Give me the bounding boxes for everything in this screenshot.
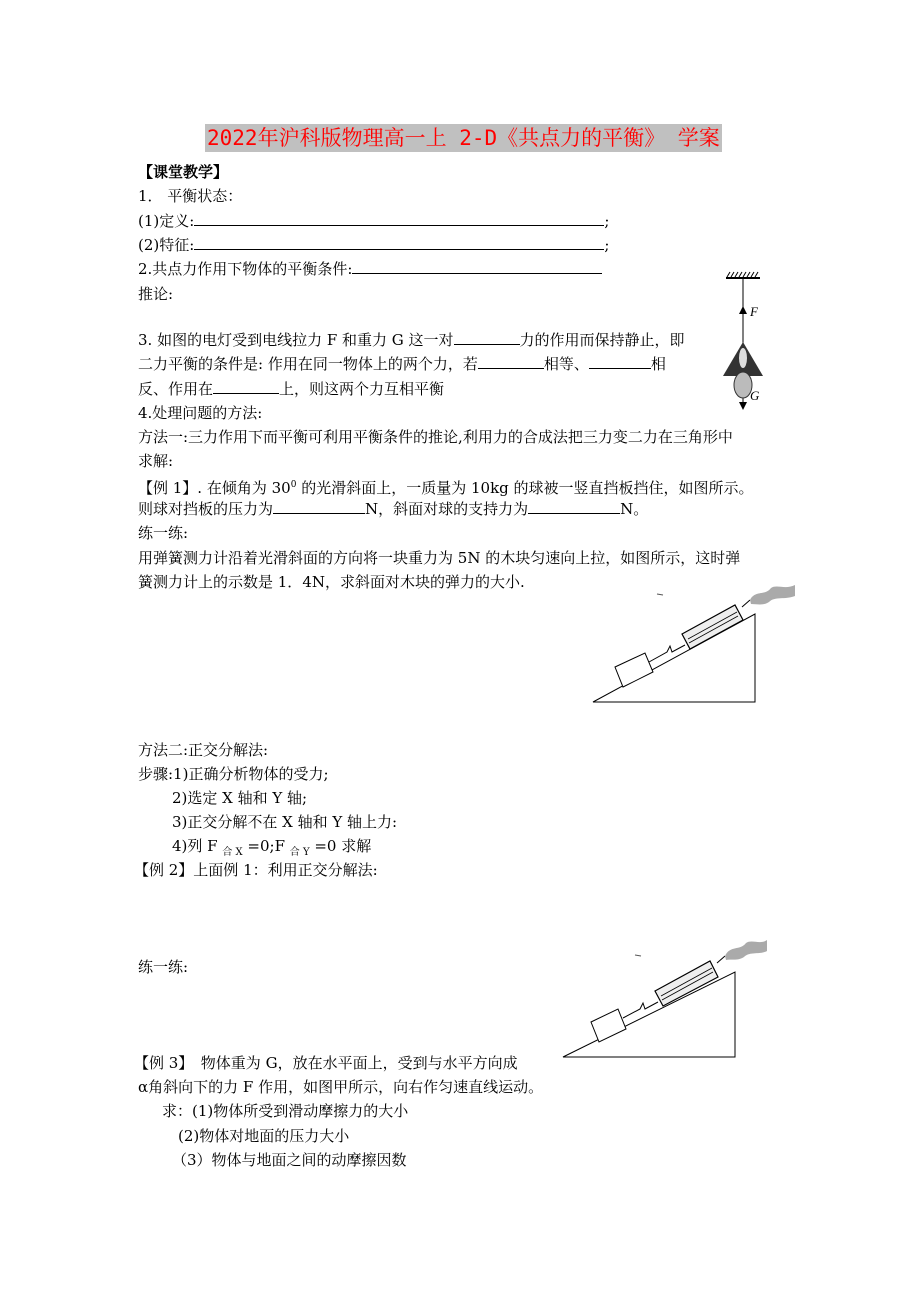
- ceiling-icon: [726, 272, 760, 278]
- example-3-line-2: α角斜向下的力 F 作用，如图甲所示，向右作匀速直线运动。: [138, 1078, 544, 1096]
- ex1-text-post: 的光滑斜面上，一质量为 10kg 的球被一竖直挡板挡住，如图所示。: [296, 479, 754, 497]
- arrow-down-icon: [739, 402, 747, 410]
- ex1-b-end: N。: [620, 500, 649, 518]
- q3-text-f: 反、作用在: [138, 380, 214, 398]
- question-1: 1． 平衡状态：: [138, 187, 243, 205]
- q3-blank-3[interactable]: [589, 354, 651, 369]
- force-g-label: G: [750, 388, 760, 403]
- feature-end: ;: [604, 236, 610, 254]
- question-3-line-1: [138, 330, 685, 350]
- ex1-b-pre: 则球对挡板的压力为: [138, 500, 274, 518]
- step4-sub-y: 合 Y: [289, 847, 310, 858]
- lamp-figure: [712, 268, 772, 413]
- hand-icon: [750, 585, 795, 605]
- spring-string: [623, 1002, 658, 1018]
- ex1-b-mid: N，斜面对球的支持力为: [365, 500, 529, 518]
- bulb-highlight: [739, 348, 747, 368]
- feature-label: (2)特征:: [138, 236, 195, 254]
- arrow-up-icon: [739, 306, 747, 314]
- ex1-blank-2[interactable]: [528, 499, 620, 514]
- question-4: 4.处理问题的方法:: [138, 404, 263, 422]
- spring-scale-icon: [682, 605, 743, 649]
- question-1-definition: [138, 211, 609, 231]
- ex1-text-pre: 【例 1】. 在倾角为 30: [138, 479, 291, 497]
- spring-scale-icon: [655, 961, 718, 1006]
- method-1-line-1: 方法一:三力作用下而平衡可利用平衡条件的推论,利用力的合成法把三力变二力在三角形中: [138, 428, 733, 446]
- example-3-question-2: (2)物体对地面的压力大小: [178, 1127, 350, 1145]
- equilibrium-condition-blank[interactable]: [352, 259, 602, 274]
- wood-block: [591, 1009, 626, 1042]
- practice-2-label: 练一练:: [138, 958, 189, 976]
- practice-1-label: 练一练:: [138, 524, 189, 542]
- section-header: 【课堂教学】: [138, 163, 229, 181]
- example-3-line-1: 【例 3】 物体重为 G，放在水平面上，受到与水平方向成: [134, 1054, 518, 1072]
- practice-1-line-1: 用弹簧测力计沿着光滑斜面的方向将一块重力为 5N 的木块匀速向上拉，如图所示，这时弹: [138, 549, 741, 567]
- question-3-line-2: [138, 354, 666, 374]
- question-1-feature: [138, 235, 609, 255]
- q3-text-g: 上，则这两个力互相平衡: [279, 380, 445, 398]
- wood-block: [615, 653, 653, 687]
- step-4: [172, 836, 371, 863]
- method-2: 方法二:正交分解法:: [138, 741, 269, 759]
- definition-label: (1)定义:: [138, 212, 195, 230]
- degree-superscript: 0: [290, 480, 297, 490]
- step-1: 步骤:1)正确分析物体的受力;: [138, 765, 329, 783]
- hand-icon: [725, 940, 767, 960]
- definition-end: ;: [604, 212, 610, 230]
- spring-string: [649, 645, 685, 662]
- incline-spring-figure-1: [585, 582, 800, 708]
- q3-text-d: 相等、: [543, 355, 589, 373]
- step4-sub-x: 合 X: [222, 847, 243, 858]
- feature-blank[interactable]: [194, 235, 604, 250]
- q3-blank-4[interactable]: [213, 379, 279, 394]
- example-2: 【例 2】上面例 1：利用正交分解法:: [134, 861, 378, 879]
- q3-text-a: 3. 如图的电灯受到电线拉力 F 和重力 G 这一对: [138, 331, 454, 349]
- step-2: 2)选定 X 轴和 Y 轴;: [172, 789, 308, 807]
- method-1-line-2: 求解:: [138, 452, 174, 470]
- step-3: 3)正交分解不在 X 轴和 Y 轴上力:: [172, 813, 398, 831]
- step4-post: =0 求解: [309, 837, 372, 855]
- ex1-blank-1[interactable]: [273, 499, 365, 514]
- force-f-label: F: [750, 304, 758, 319]
- practice-1-line-2: 簧测力计上的示数是 1．4N，求斜面对木块的弹力的大小.: [138, 573, 525, 591]
- question-2: [138, 259, 602, 279]
- question-3-line-3: [138, 379, 444, 399]
- q3-blank-2[interactable]: [478, 354, 544, 369]
- q3-text-c: 二力平衡的条件是: 作用在同一物体上的两个力，若: [138, 355, 478, 373]
- step4-pre: 4)列 F: [172, 837, 223, 855]
- incline-triangle: [563, 972, 735, 1057]
- example-3-question-3: （3）物体与地面之间的动摩擦因数: [172, 1151, 407, 1169]
- definition-blank[interactable]: [194, 211, 604, 226]
- q3-text-b: 力的作用而保持静止，即: [519, 331, 685, 349]
- example-1-line-1: [138, 475, 754, 498]
- page-title: 2022年沪科版物理高一上 2-D《共点力的平衡》 学案: [207, 126, 720, 150]
- example-1-line-2: [138, 499, 648, 519]
- incline-spring-figure-2: [555, 935, 770, 1061]
- inference-label: 推论:: [138, 285, 174, 303]
- q3-blank-1[interactable]: [454, 330, 520, 345]
- example-3-question-1: 求：(1)物体所受到滑动摩擦力的大小: [162, 1102, 409, 1120]
- step4-mid: =0;F: [242, 837, 290, 855]
- question-2-text: 2.共点力作用下物体的平衡条件:: [138, 260, 353, 278]
- q3-text-e: 相: [650, 355, 666, 373]
